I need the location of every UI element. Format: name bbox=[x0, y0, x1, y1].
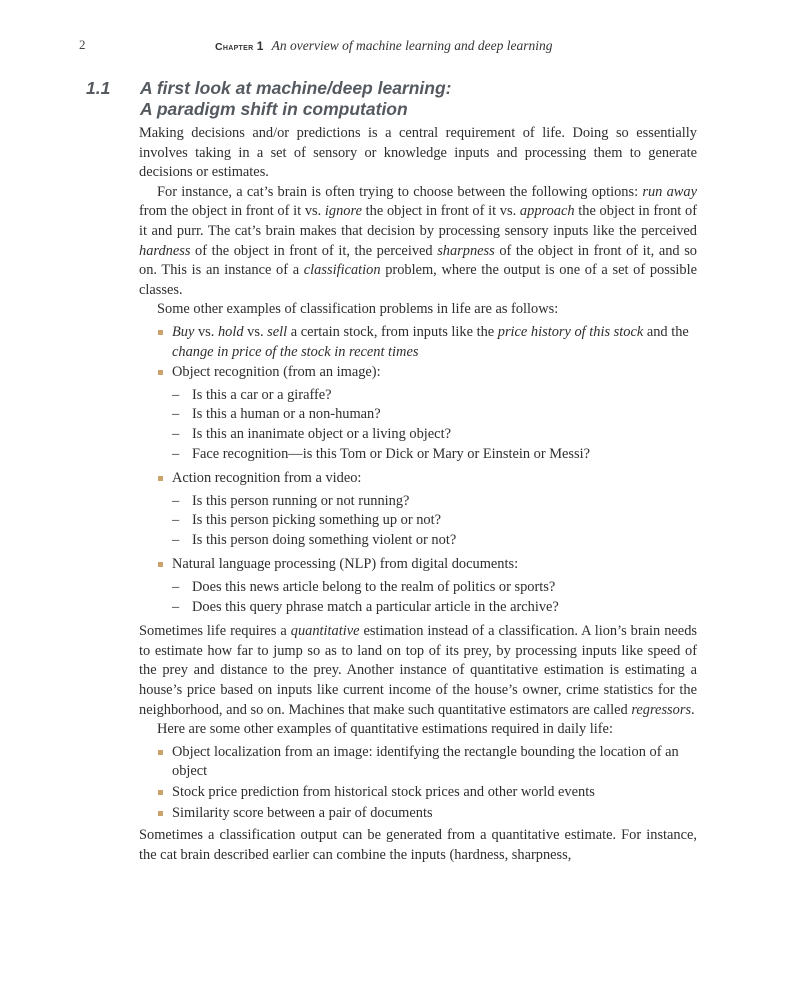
paragraph-classification-intro: Some other examples of classification problems in life are as follows: bbox=[157, 301, 559, 318]
list-item-text: Object localization from an image: identifying the rectangle bounding the location of an object bbox=[172, 743, 679, 780]
list-item-text: Similarity score between a pair of documents bbox=[172, 804, 433, 821]
emphasis-approach: approach bbox=[519, 203, 575, 220]
dash-bullet-icon: – bbox=[172, 425, 180, 442]
emphasis-sell: sell bbox=[267, 323, 288, 340]
text-run: a certain stock, from inputs like the bbox=[287, 323, 498, 340]
text-run: of the object in front of it, and so on. This is an instance of a bbox=[139, 242, 697, 279]
square-bullet-icon bbox=[158, 476, 163, 481]
sublist-item-text: Does this query phrase match a particular article in the archive? bbox=[192, 598, 559, 615]
sublist-item bbox=[172, 511, 697, 531]
section-title-line-1: A first look at machine/deep learning: bbox=[140, 78, 452, 98]
body-text bbox=[139, 124, 697, 865]
dash-bullet-icon: – bbox=[172, 386, 180, 403]
emphasis-regressors: regressors bbox=[631, 701, 692, 718]
emphasis-quantitative: quantitative bbox=[290, 623, 360, 640]
chapter-label bbox=[215, 41, 264, 53]
square-bullet-icon bbox=[158, 330, 163, 335]
emphasis-sharpness: sharpness bbox=[437, 242, 495, 259]
chapter-number: 1 bbox=[256, 39, 264, 53]
emphasis-ignore: ignore bbox=[324, 203, 362, 220]
sublist-item-text: Is this person running or not running? bbox=[192, 492, 410, 509]
emphasis-buy: Buy bbox=[172, 323, 195, 340]
emphasis-hardness: hardness bbox=[139, 242, 191, 259]
sublist-item bbox=[172, 531, 697, 551]
sublist-item bbox=[172, 386, 697, 406]
sublist-item-text: Is this an inanimate object or a living object? bbox=[192, 425, 451, 442]
sublist-item-text: Does this news article belong to the realm of politics or sports? bbox=[192, 579, 556, 596]
regression-examples-list bbox=[139, 743, 697, 823]
sublist-item bbox=[172, 598, 697, 618]
page-number: 2 bbox=[79, 37, 86, 52]
classification-examples-list bbox=[139, 323, 697, 617]
square-bullet-icon bbox=[158, 370, 163, 375]
sublist-item bbox=[172, 405, 697, 425]
emphasis-price-history: price history of this stock bbox=[497, 323, 644, 340]
sublist-item bbox=[172, 578, 697, 598]
section-title-line-2: A paradigm shift in computation bbox=[140, 99, 408, 119]
list-item bbox=[172, 743, 697, 782]
dash-bullet-icon: – bbox=[172, 492, 180, 509]
section-title bbox=[140, 78, 452, 120]
text-run: vs. bbox=[194, 323, 218, 340]
running-head bbox=[79, 37, 699, 55]
emphasis-change-in-price: change in price of the stock in recent times bbox=[172, 343, 419, 360]
chapter-title: An overview of machine learning and deep learning bbox=[271, 38, 553, 53]
list-item-action-recognition bbox=[172, 469, 697, 550]
paragraph-classification-from-estimate: Sometimes a classification output can be generated from a quantitative estimate. For instance, the cat brain described earlier can combine the inputs (hardness, sharpness, bbox=[139, 827, 697, 863]
dash-bullet-icon: – bbox=[172, 579, 180, 596]
dash-bullet-icon: – bbox=[172, 512, 180, 529]
sublist-item-text: Is this person picking something up or not? bbox=[192, 512, 442, 529]
emphasis-run-away: run away bbox=[642, 183, 697, 200]
list-item-nlp bbox=[172, 555, 697, 617]
square-bullet-icon bbox=[158, 750, 163, 755]
text-run: problem, where the output is one of a set of possible classes. bbox=[139, 262, 697, 298]
text-run: the object in front of it and purr. The cat’s brain makes that decision by processing sensory inputs like the perceived bbox=[139, 203, 697, 239]
dash-bullet-icon: – bbox=[172, 598, 180, 615]
text-run: Sometimes life requires a bbox=[139, 623, 291, 640]
dash-bullet-icon: – bbox=[172, 406, 180, 423]
chapter-line bbox=[215, 37, 552, 55]
nlp-sublist bbox=[172, 578, 697, 617]
text-run: and the bbox=[643, 323, 689, 340]
action-recognition-sublist bbox=[172, 492, 697, 551]
section-number: 1.1 bbox=[86, 78, 111, 98]
list-item-text: Stock price prediction from historical stock prices and other world events bbox=[172, 784, 595, 800]
sublist-item bbox=[172, 445, 697, 465]
dash-bullet-icon: – bbox=[172, 445, 180, 462]
square-bullet-icon bbox=[158, 562, 163, 567]
list-item-label: Object recognition (from an image): bbox=[172, 364, 381, 381]
object-recognition-sublist bbox=[172, 386, 697, 464]
paragraph-regression-intro: Here are some other examples of quantitative estimations required in daily life: bbox=[157, 721, 613, 738]
text-run: estimation instead of a classification. A lion’s brain needs to estimate how far to jump so as to land on top of its prey, by processing inputs like speed of the prey and distance to the prey. Another instance of quantitative estimation is estimating a house’s price based on inputs like current income of the house’s owner, crime statistics for the neighborhood, and so on. Machines that make such quantitative estimators are called bbox=[139, 623, 697, 718]
list-item-label: Natural language processing (NLP) from digital documents: bbox=[172, 556, 519, 573]
square-bullet-icon bbox=[158, 790, 163, 795]
sublist-item-text: Is this person doing something violent or not? bbox=[192, 531, 457, 548]
list-item bbox=[172, 783, 697, 803]
sublist-item-text: Is this a human or a non-human? bbox=[192, 406, 381, 423]
text-run: For instance, a cat’s brain is often trying to choose between the following options: bbox=[157, 183, 643, 200]
list-item-object-recognition bbox=[172, 363, 697, 464]
text-run: . bbox=[691, 701, 695, 718]
text-run: vs. bbox=[243, 323, 268, 340]
sublist-item bbox=[172, 425, 697, 445]
paragraph-quantitative bbox=[139, 622, 697, 720]
sublist-item-text: Is this a car or a giraffe? bbox=[192, 386, 332, 403]
dash-bullet-icon: – bbox=[172, 531, 180, 548]
emphasis-hold: hold bbox=[217, 323, 244, 340]
sublist-item-text: Face recognition—is this Tom or Dick or Mary or Einstein or Messi? bbox=[192, 445, 590, 462]
text-run: of the object in front of it, the perceived bbox=[190, 242, 438, 259]
square-bullet-icon bbox=[158, 811, 163, 816]
emphasis-classification: classification bbox=[303, 262, 381, 279]
text-run: the object in front of it vs. bbox=[361, 203, 520, 220]
sublist-item bbox=[172, 492, 697, 512]
list-item bbox=[172, 804, 697, 824]
text-run: from the object in front of it vs. bbox=[139, 203, 325, 220]
paragraph-cat-example bbox=[139, 183, 697, 301]
chapter-word: Chapter bbox=[215, 41, 254, 53]
list-item-label: Action recognition from a video: bbox=[172, 470, 362, 487]
paragraph-intro: Making decisions and/or predictions is a central requirement of life. Doing so essentially involves taking in a set of sensory or knowledge inputs and processing them to generate decisions or estimates. bbox=[139, 125, 697, 181]
list-item-stock bbox=[172, 323, 697, 362]
